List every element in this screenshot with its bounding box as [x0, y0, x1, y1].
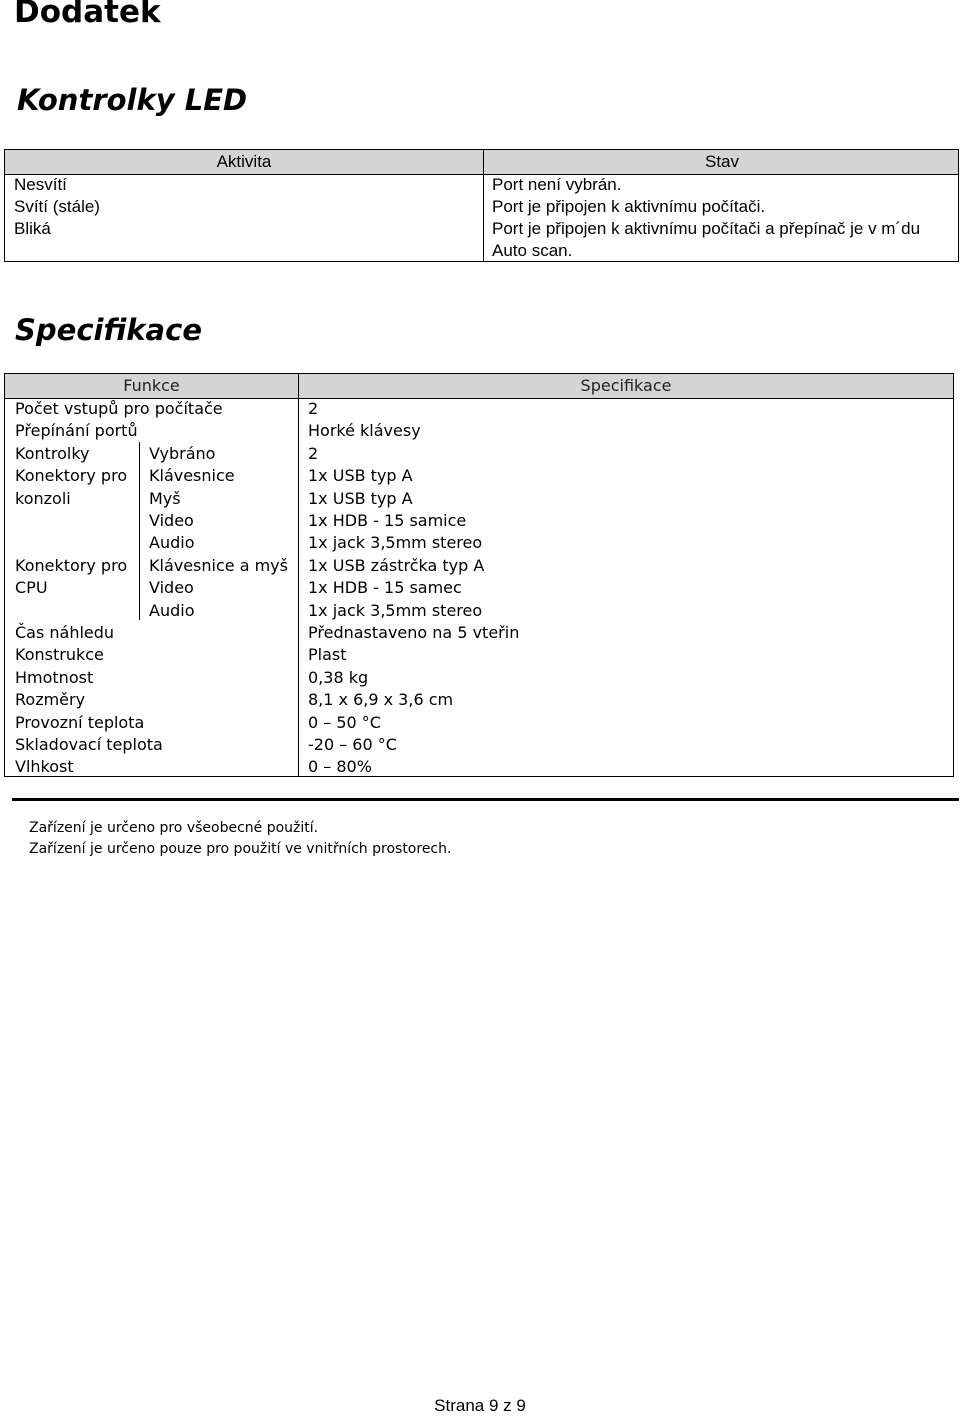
spec-row-value: 1x USB typ A: [308, 466, 413, 486]
spec-row-value: Horké klávesy: [308, 421, 421, 441]
spec-row-value: 1x USB zástrčka typ A: [308, 555, 485, 575]
spec-row-name: Provozní teplota: [15, 712, 145, 732]
spec-row-value: 1x USB typ A: [308, 488, 413, 508]
spec-row-subitem: Video: [149, 511, 194, 530]
spec-row-name: Přepínání portů: [15, 421, 138, 441]
spec-row-name: Konektory pro konzoli: [15, 466, 128, 508]
spec-row-name: Rozměry: [15, 690, 86, 710]
spec-row-subitem: Myš: [149, 488, 181, 508]
spec-row-value: 0 – 50 °C: [308, 712, 381, 732]
led-activity-cell: Svítí (stále): [14, 197, 100, 216]
spec-section-title: Specifikace: [15, 313, 202, 347]
spec-row-value: Přednastaveno na 5 vteřin: [308, 623, 520, 642]
spec-row-value: 1x HDB - 15 samice: [308, 511, 467, 530]
header-state: Stav: [704, 152, 740, 171]
spec-row-value: 2: [308, 443, 319, 463]
spec-row-name: Počet vstupů pro počítače: [15, 399, 223, 418]
led-section-title: Kontrolky LED: [17, 83, 248, 117]
spec-row-subitem: Video: [149, 578, 194, 598]
spec-value-divider: [298, 374, 299, 776]
spec-table-header: [5, 374, 953, 399]
spec-row-name: Hmotnost: [15, 667, 94, 687]
spec-row-value: 8,1 x 6,9 x 3,6 cm: [308, 690, 454, 710]
led-state-cell: Port je připojen k aktivnímu počítači a přepínač je v m´du Auto scan.: [492, 219, 921, 260]
spec-row-subitem: Vybráno: [149, 443, 216, 463]
led-column-divider: [483, 150, 484, 261]
spec-row-name: Kontrolky: [15, 443, 90, 463]
spec-row-value: 1x jack 3,5mm stereo: [308, 533, 483, 553]
header-function: Funkce: [123, 376, 180, 395]
spec-row-value: Plast: [308, 645, 347, 665]
note-indoor-use: Zařízení je určeno pouze pro použití ve vnitřních prostorech.: [29, 841, 452, 857]
led-table-header: [5, 150, 958, 175]
spec-row-name: Čas náhledu: [15, 623, 115, 642]
header-spec: Specifikace: [580, 376, 672, 395]
page-title: Dodatek: [14, 0, 161, 30]
spec-table: [4, 373, 954, 777]
spec-row-name: Konektory pro CPU: [15, 555, 128, 598]
spec-row-value: 0,38 kg: [308, 667, 369, 687]
led-state-cell: Port není vybrán.: [492, 175, 622, 194]
spec-row-subitem: Klávesnice: [149, 466, 235, 486]
spec-row-value: 1x HDB - 15 samec: [308, 578, 462, 598]
spec-row-value: 2: [308, 399, 319, 418]
led-activity-column: [14, 174, 474, 240]
spec-row-subitem: Audio: [149, 533, 195, 553]
header-activity: Aktivita: [216, 152, 272, 171]
spec-row-name: Vlhkost: [15, 757, 74, 777]
led-activity-cell: Nesvítí: [14, 175, 67, 194]
spec-row-value: 1x jack 3,5mm stereo: [308, 600, 483, 620]
note-general-use: Zařízení je určeno pro všeobecné použití.: [29, 820, 319, 836]
spec-row-subitem: Klávesnice a myš: [149, 555, 288, 575]
led-activity-cell: Bliká: [14, 219, 51, 238]
spec-row-subitem: Audio: [149, 600, 195, 620]
led-table: [4, 149, 959, 262]
page-number: Strana 9 z 9: [434, 1396, 526, 1415]
led-state-cell: Port je připojen k aktivnímu počítači.: [492, 197, 766, 216]
bottom-rule: [12, 798, 959, 801]
spec-row-value: -20 – 60 °C: [308, 735, 397, 754]
spec-row-value: 0 – 80%: [308, 757, 372, 777]
spec-sub-divider: [139, 442, 140, 620]
led-state-column: [492, 174, 952, 262]
spec-row-name: Konstrukce: [15, 645, 104, 665]
spec-row-name: Skladovací teplota: [15, 735, 163, 754]
